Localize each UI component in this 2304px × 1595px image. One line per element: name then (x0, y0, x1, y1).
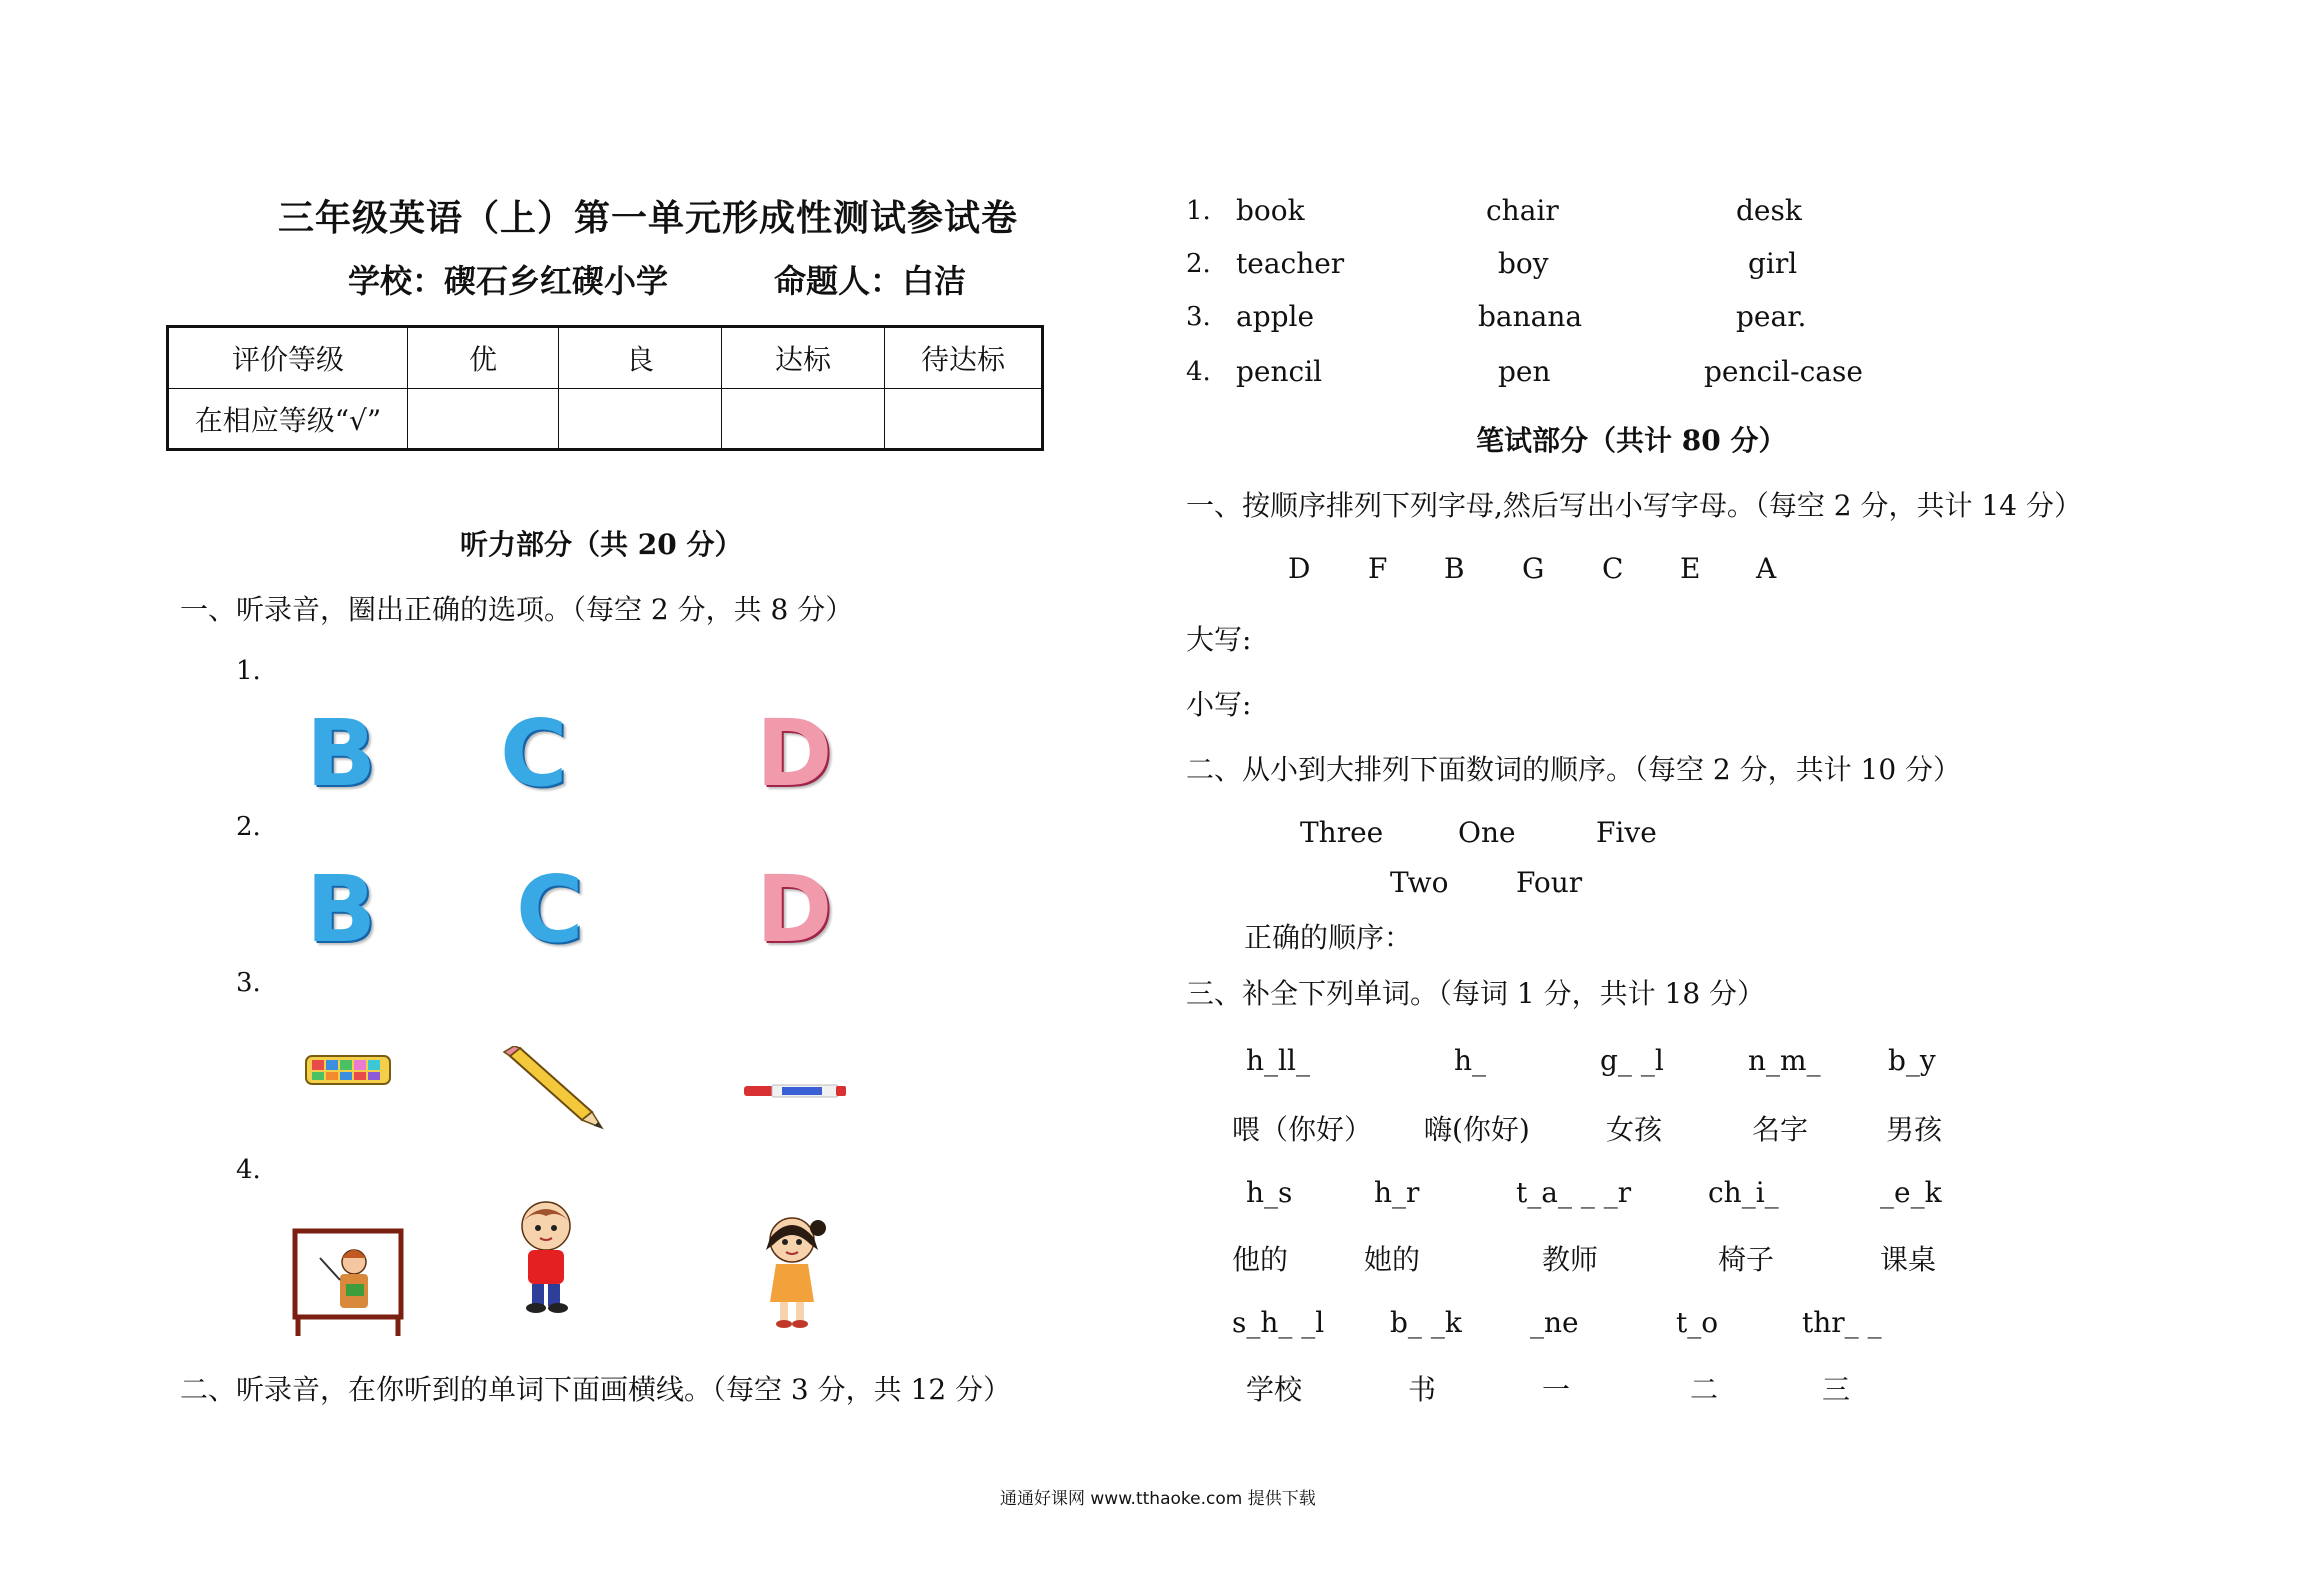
word-pencil: pencil (1236, 355, 1323, 388)
listening-heading: 听力部分（共 20 分） (460, 528, 743, 561)
author-name: 命题人：白洁 (774, 262, 967, 300)
listening-question-2: 二、听录音，在你听到的单词下面画横线。（每空 3 分，共 12 分） (180, 1373, 1012, 1406)
grade-pass: 达标 (722, 327, 885, 389)
listening-question-1: 一、听录音，圈出正确的选项。（每空 2 分，共 8 分） (180, 593, 854, 626)
correct-order-label: 正确的顺序： (1244, 921, 1413, 954)
fill-word: h_ (1454, 1044, 1487, 1077)
school-name: 学校：碶石乡红碶小学 (348, 262, 669, 300)
word-chair: chair (1486, 194, 1559, 227)
word-pear: pear. (1736, 300, 1807, 333)
word-meaning: 书 (1408, 1373, 1437, 1406)
word-book: book (1236, 194, 1305, 227)
word-meaning: 喂（你好） (1232, 1113, 1373, 1146)
letter-item: F (1368, 552, 1388, 585)
fill-word: h_r (1374, 1176, 1420, 1209)
fill-word: thr_ _ (1802, 1306, 1882, 1339)
writing-heading: 笔试部分（共计 80 分） (1476, 424, 1787, 457)
letter-item: C (1602, 552, 1624, 585)
fill-word: n_m_ (1748, 1044, 1821, 1077)
letter-item: A (1756, 552, 1777, 585)
fill-word: t_o (1676, 1306, 1719, 1339)
word-banana: banana (1478, 300, 1583, 333)
fill-word: _ne (1530, 1306, 1579, 1339)
grade-good: 良 (559, 327, 722, 389)
number-word: Three (1300, 816, 1384, 849)
pen-icon (742, 1080, 848, 1102)
word-list-number: 1. (1186, 196, 1211, 226)
fill-word: s_h_ _l (1232, 1306, 1325, 1339)
lowercase-label: 小写: (1186, 688, 1252, 721)
grade-cell[interactable] (408, 389, 559, 450)
writing-question-3: 三、补全下列单词。（每词 1 分，共计 18 分） (1186, 977, 1766, 1010)
letter-item: D (1288, 552, 1311, 585)
word-meaning: 他的 (1232, 1243, 1289, 1276)
fill-word: b_y (1888, 1044, 1936, 1077)
word-boy: boy (1498, 247, 1549, 280)
word-meaning: 二 (1690, 1373, 1719, 1406)
word-meaning: 她的 (1364, 1243, 1421, 1276)
word-meaning: 男孩 (1886, 1113, 1943, 1146)
word-meaning: 教师 (1542, 1243, 1599, 1276)
grade-cell[interactable] (559, 389, 722, 450)
word-meaning: 课桌 (1880, 1243, 1937, 1276)
fill-word: h_s (1246, 1176, 1293, 1209)
fill-word: b_ _k (1390, 1306, 1462, 1339)
word-apple: apple (1236, 300, 1315, 333)
fill-word: ch_i_ (1708, 1176, 1779, 1209)
word-meaning: 椅子 (1718, 1243, 1775, 1276)
word-teacher: teacher (1236, 247, 1345, 280)
writing-question-1: 一、按顺序排列下列字母,然后写出小写字母。（每空 2 分，共计 14 分） (1186, 489, 2082, 522)
letter-item: B (1444, 552, 1465, 585)
page-footer: 通通好课网 www.tthaoke.com 提供下载 (1000, 1489, 1316, 1509)
word-meaning: 一 (1542, 1373, 1571, 1406)
word-meaning: 嗨(你好) (1424, 1113, 1530, 1146)
word-list-number: 2. (1186, 249, 1211, 279)
letter-b-image: B (306, 856, 377, 963)
word-desk: desk (1736, 194, 1802, 227)
pencil-case-icon (304, 1050, 392, 1090)
word-girl: girl (1748, 247, 1798, 280)
word-list-number: 3. (1186, 302, 1211, 332)
number-word: Four (1516, 866, 1583, 899)
girl-icon (756, 1210, 828, 1330)
item-number: 2. (236, 812, 261, 842)
grade-cell[interactable] (885, 389, 1043, 450)
writing-question-2: 二、从小到大排列下面数词的顺序。（每空 2 分，共计 10 分） (1186, 753, 1962, 786)
word-pen: pen (1498, 355, 1551, 388)
fill-word: g_ _l (1600, 1044, 1664, 1077)
letter-c-image: C (500, 700, 568, 807)
letter-d-image: D (756, 700, 833, 807)
letter-item: G (1522, 552, 1545, 585)
teacher-icon (292, 1228, 404, 1338)
grade-needs-work: 待达标 (885, 327, 1043, 389)
number-word: Two (1390, 866, 1449, 899)
uppercase-label: 大写: (1186, 623, 1252, 656)
grade-check-label: 在相应等级“√” (168, 389, 408, 450)
word-meaning: 学校 (1246, 1373, 1303, 1406)
word-meaning: 三 (1822, 1373, 1851, 1406)
letter-b-image: B (306, 700, 377, 807)
word-meaning: 名字 (1752, 1113, 1809, 1146)
fill-word: _e_k (1880, 1176, 1942, 1209)
letter-d-image: D (756, 856, 833, 963)
boy-icon (512, 1196, 582, 1316)
item-number: 1. (236, 656, 261, 686)
word-list-number: 4. (1186, 357, 1211, 387)
item-number: 4. (236, 1155, 261, 1185)
grade-table (166, 325, 1044, 451)
item-number: 3. (236, 968, 261, 998)
letter-c-image: C (516, 856, 584, 963)
word-pencil-case: pencil-case (1704, 355, 1863, 388)
pencil-icon (502, 1046, 606, 1130)
grade-cell[interactable] (722, 389, 885, 450)
word-meaning: 女孩 (1606, 1113, 1663, 1146)
fill-word: h_ll_ (1246, 1044, 1310, 1077)
number-word: Five (1596, 816, 1657, 849)
letter-item: E (1680, 552, 1701, 585)
page-title: 三年级英语（上）第一单元形成性测试参试卷 (278, 197, 1019, 239)
number-word: One (1458, 816, 1516, 849)
grade-label: 评价等级 (168, 327, 408, 389)
grade-excellent: 优 (408, 327, 559, 389)
fill-word: t_a_ _ _r (1516, 1176, 1632, 1209)
